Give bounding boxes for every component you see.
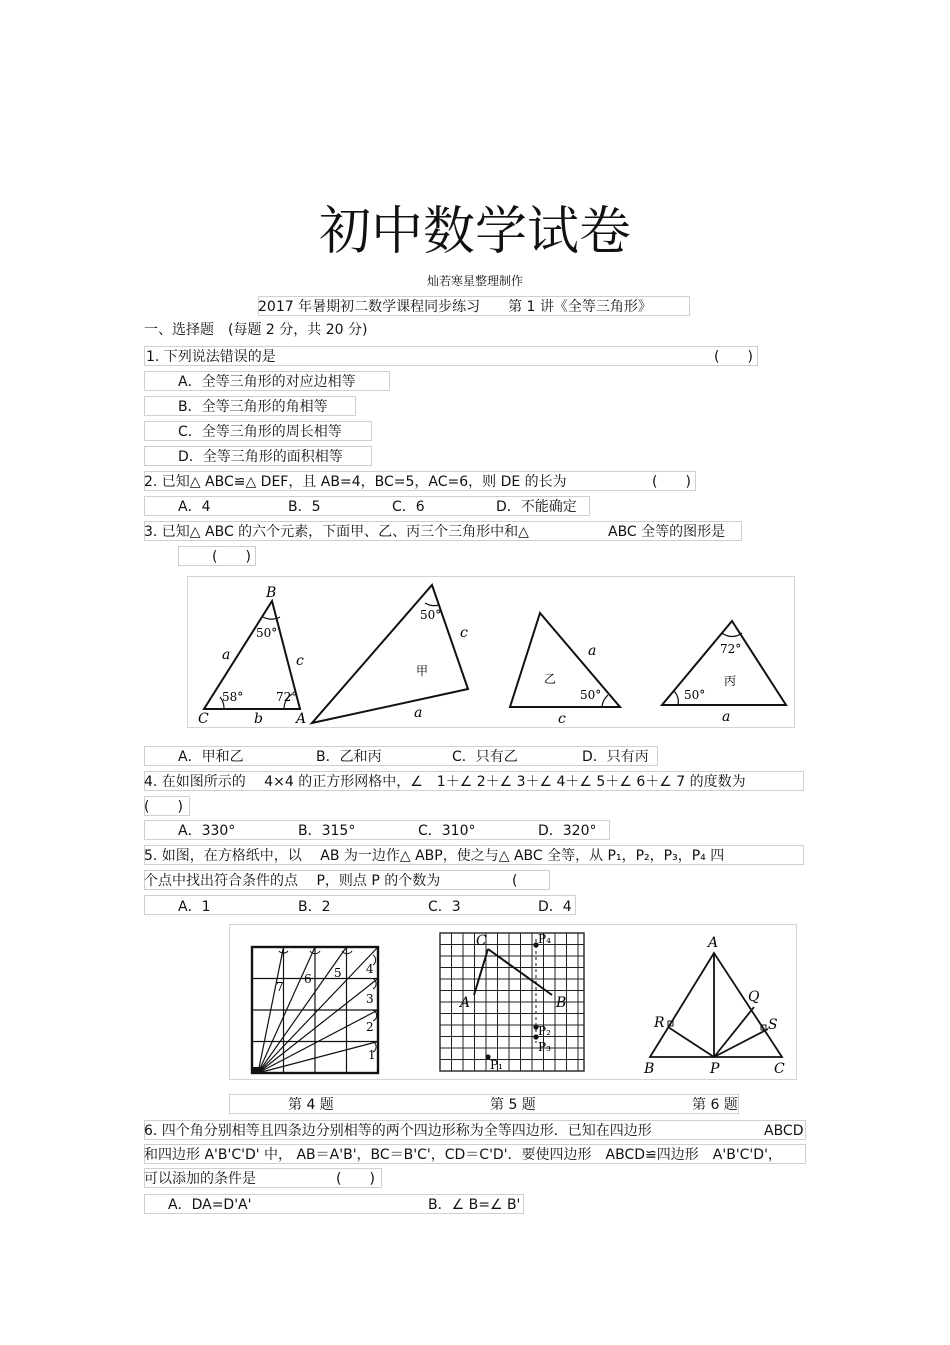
figure-panel	[230, 925, 796, 1079]
q4-angle-1: 1	[368, 1048, 376, 1062]
q3-option-a: A．甲和乙	[178, 749, 244, 765]
t1-angle-b: 50°	[256, 626, 278, 640]
q1-stem: 1. 下列说法错误的是	[146, 349, 276, 365]
q5-stem: 5. 如图，在方格纸中，以 AB 为一边作△ ABP，使之与△ ABC 全等，从 P₁，P₂，P₃，P₄ 四	[144, 848, 725, 864]
course-header: 2017 年暑期初二数学课程同步练习 第 1 讲《全等三角形》	[258, 299, 652, 315]
q5-label-p1: P₁	[490, 1058, 503, 1072]
q1-option-a: A．全等三角形的对应边相等	[178, 374, 356, 390]
t3-name: 乙	[544, 672, 557, 686]
q2-answer-paren: ( )	[652, 474, 691, 490]
q1-answer-paren: ( )	[714, 349, 753, 365]
q6-option-b: B．∠ B=∠ B'	[428, 1197, 521, 1213]
t2-side-c: c	[460, 625, 468, 641]
q6-label-a: A	[708, 935, 719, 951]
q3-option-d: D．只有丙	[582, 749, 649, 765]
q5-label-c: C	[476, 933, 487, 949]
q4-option-c: C．310°	[418, 823, 476, 839]
q4-option-a: A．330°	[178, 823, 236, 839]
q6-label-q: Q	[748, 989, 760, 1005]
q4-angle-4: 4	[366, 962, 374, 976]
q5-label-p3: P₃	[538, 1040, 551, 1054]
q2-option-b: B．5	[288, 499, 321, 515]
q6-label-s: S	[768, 1017, 778, 1033]
q4-angle-2: 2	[366, 1020, 374, 1034]
q4-option-d: D．320°	[538, 823, 597, 839]
q4-angle-6: 6	[304, 972, 312, 986]
caption-q4: 第 4 题	[288, 1097, 334, 1113]
q1-option-b: B．全等三角形的角相等	[178, 399, 328, 415]
t3-angle: 50°	[580, 688, 602, 702]
q5-line2: 个点中找出符合条件的点 P，则点 P 的个数为	[144, 873, 441, 889]
q5-label-p2: P₂	[538, 1024, 551, 1038]
t1-vertex-b: B	[266, 585, 277, 601]
t1-side-c: c	[296, 653, 304, 669]
q2-option-a: A．4	[178, 499, 211, 515]
q5-option-b: B．2	[298, 899, 331, 915]
q6-label-c: C	[774, 1061, 785, 1077]
credit-line: 灿若寒星整理制作	[426, 274, 523, 288]
q3-stem-tail: ABC 全等的图形是	[608, 524, 726, 540]
triangle-yi	[510, 613, 620, 707]
q3-option-c: C．只有乙	[452, 749, 518, 765]
caption-q6: 第 6 题	[692, 1097, 738, 1113]
t1-side-b: b	[254, 711, 263, 727]
t3-side-a: a	[588, 643, 597, 659]
q5-label-p4: P₄	[538, 932, 551, 946]
t4-name: 丙	[724, 674, 737, 688]
q6-stem-tail: ABCD	[764, 1123, 804, 1139]
q3-triangles	[188, 577, 794, 727]
q2-stem: 2. 已知△ ABC≌△ DEF，且 AB=4，BC=5，AC=6，则 DE 的长为	[144, 474, 567, 490]
t4-side-a: a	[722, 709, 731, 725]
q4-grid	[252, 947, 378, 1073]
t4-angle-left: 50°	[684, 688, 706, 702]
section-heading: 一、选择题 (每题 2 分，共 20 分)	[144, 322, 368, 338]
q5-option-d: D．4	[538, 899, 572, 915]
q6-line3: 可以添加的条件是	[144, 1171, 256, 1187]
q4-origin-mark	[253, 1067, 262, 1073]
q6-label-r: R	[654, 1015, 665, 1031]
q4-angle-5: 5	[334, 966, 342, 980]
triangle-jia	[312, 585, 468, 723]
q4-answer-paren: ( )	[144, 799, 183, 815]
q4-q6-figures	[229, 924, 797, 1080]
t3-side-c: c	[558, 711, 566, 727]
q3-stem: 3. 已知△ ABC 的六个元素，下面甲、乙、丙三个三角形中和△	[144, 524, 529, 540]
q4-option-b: B．315°	[298, 823, 356, 839]
q4-angle-7: 7	[276, 980, 284, 994]
page-title: 初中数学试卷	[318, 202, 631, 262]
q3-figure	[187, 576, 795, 728]
q6-label-b: B	[644, 1061, 655, 1077]
q5-label-a: A	[460, 995, 471, 1011]
q4-stem: 4. 在如图所示的 4×4 的正方形网格中，∠ 1＋∠ 2＋∠ 3＋∠ 4＋∠ 5＋∠ 6＋∠ 7 的度数为	[144, 774, 746, 790]
q6-option-a: A．DA=D'A'	[168, 1197, 252, 1213]
q6-label-p: P	[710, 1061, 720, 1077]
t1-vertex-c: C	[198, 711, 209, 727]
t2-side-a: a	[414, 705, 423, 721]
q5-option-c: C．3	[428, 899, 461, 915]
triangle-bing	[662, 621, 786, 705]
t2-angle: 50°	[420, 608, 442, 622]
q2-option-c: C．6	[392, 499, 425, 515]
t1-side-a: a	[222, 647, 231, 663]
q2-option-d: D．不能确定	[496, 499, 577, 515]
t2-name: 甲	[416, 664, 429, 678]
q5-label-b: B	[556, 995, 567, 1011]
q1-option-d: D．全等三角形的面积相等	[178, 449, 343, 465]
q5-option-a: A．1	[178, 899, 211, 915]
q6-line2: 和四边形 A'B'C'D' 中， AB＝A'B'，BC＝B'C'，CD＝C'D'．要使四边形 ABCD≌四边形 A'B'C'D'，	[144, 1147, 782, 1163]
q6-stem: 6. 四个角分别相等且四条边分别相等的两个四边形称为全等四边形．已知在四边形	[144, 1123, 652, 1139]
t1-angle-a: 72°	[276, 690, 298, 704]
t1-vertex-a: A	[296, 711, 307, 727]
q1-option-c: C．全等三角形的周长相等	[178, 424, 342, 440]
t1-angle-c: 58°	[222, 690, 244, 704]
q4-angle-3: 3	[366, 992, 374, 1006]
q6-answer-paren: ( )	[336, 1171, 375, 1187]
q3-option-b: B．乙和丙	[316, 749, 382, 765]
t4-angle-top: 72°	[720, 642, 742, 656]
q5-answer-paren: (	[512, 873, 518, 889]
caption-q5: 第 5 题	[490, 1097, 536, 1113]
q6-triangle	[650, 953, 782, 1057]
q3-answer-paren: ( )	[212, 549, 251, 565]
